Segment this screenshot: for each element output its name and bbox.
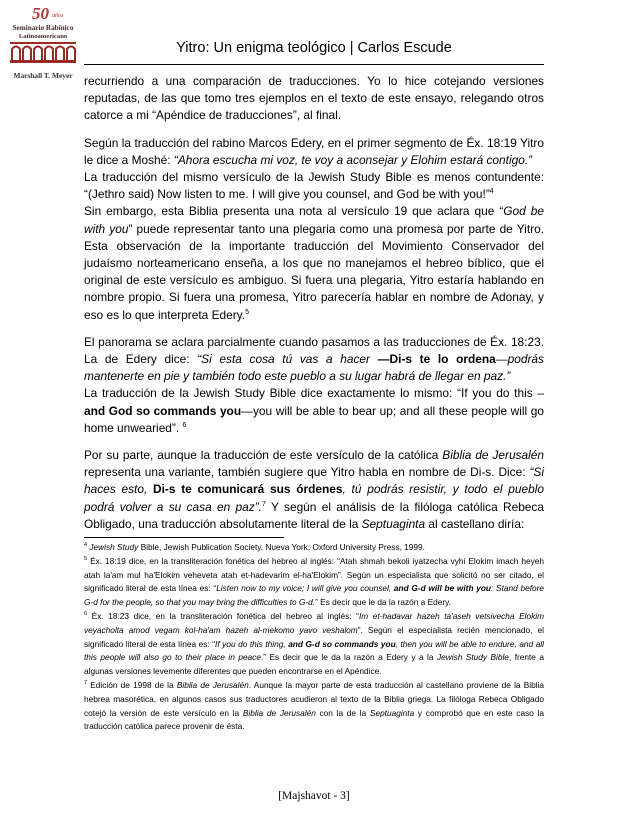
text-run: Sin embargo, esta Biblia presenta una nota al versículo 19 que aclara que “	[84, 204, 504, 219]
footnote-5	[84, 555, 544, 610]
text-run: Éx. 18:23 dice, en la transliteración fonética del hebreo al inglés: “	[87, 610, 359, 621]
text-run: al castellano diría:	[425, 516, 525, 531]
text-run: La traducción del mismo versículo de la Jewish Study Bible es menos contundente: “(Jethro said) Now listen to me. I will give you counsel, and God be with you!”	[84, 170, 544, 202]
footnote-number: 5	[84, 556, 88, 563]
footnote-7	[84, 679, 544, 734]
text-run: El panorama se aclara parcialmente cuando pasamos a las traducciones de Éx. 18:23. La de Edery dice:	[84, 334, 544, 367]
text-run: Por su parte, aunque la traducción de este versículo de la católica	[84, 448, 443, 463]
text-run: Y según el análisis de la filóloga católica Rebeca Obligado, una traducción absolutamente literal de la	[84, 499, 544, 531]
text-run: Jewish Study Bible	[436, 652, 509, 663]
quote-edery-18-23: “Si esta cosa tú vas a hacer	[197, 352, 378, 367]
paragraph-2	[84, 135, 544, 169]
text-run: representa una variante, también sugiere que Yitro habla en nombre de Di-s. Dice:	[84, 465, 530, 480]
logo-anniversary-number: 50	[32, 4, 49, 23]
bold-phrase: —Di-s te lo ordena	[377, 352, 496, 367]
paragraph-7	[84, 447, 544, 533]
page-number: [Majshavot - 3]	[278, 790, 350, 802]
paragraph-6	[84, 385, 544, 437]
text-run: Edición de 1998 de la	[87, 679, 177, 690]
text-run: and G-d will be with you	[393, 583, 491, 594]
footnote-number: 6	[84, 611, 88, 618]
text-run: Jewish Study	[89, 542, 139, 552]
logo-line-1: Seminario Rabínico	[12, 24, 74, 32]
logo-line-2: Latinoamericano	[18, 33, 68, 40]
footnote-6	[84, 610, 544, 679]
footnote-number: 4	[84, 542, 88, 549]
text-run: Im et-hadavar hazeh ta'aseh vetsivecha Elokim veyacholta amod vegam kol-ha'am hazeh al-mekomo yavo veshalom	[84, 610, 544, 635]
footnote-separator	[84, 537, 284, 538]
text-run: .” Es decir que le da la razón a Edery y a la	[260, 652, 437, 663]
footnote-4	[84, 541, 544, 555]
footnote-number: 7	[84, 680, 88, 687]
seminary-logo	[6, 4, 80, 84]
footnote-ref-5[interactable]: 5	[245, 308, 249, 316]
logo-anniversary-label: años	[52, 13, 64, 19]
text-run: . Aunque la mayor parte de esta traducción al castellano proviene de la Biblia hebrea masorética, en algunos casos sus traductores acudieron al texto de la Biblia griega. La filóloga Rebeca Obligado cotejó la versión de este versículo en la	[84, 679, 545, 718]
text-run: If you do this thing,	[215, 638, 289, 649]
footnote-ref-6[interactable]: 6	[182, 421, 187, 429]
text-run: Biblia de Jerusalén	[176, 679, 249, 690]
paragraph-4	[84, 203, 544, 323]
header-rule	[84, 64, 544, 65]
text-run: , then you will be able to endure, and all this people will also go to their place in peace	[84, 638, 545, 663]
paragraph-1: recurriendo a una comparación de traducciones. Yo lo hice cotejando versiones reputadas, de las que tomo tres ejemplos en el texto de este ensayo, relegando otros catorce a mi “Apéndice de traducciones”, al final.	[84, 74, 544, 123]
book-title: Biblia de Jerusalén	[442, 448, 544, 463]
book-title: Septuaginta	[361, 516, 426, 531]
text-run: ” Es decir que le da la razón a Edery.	[315, 597, 451, 608]
text-run: , frente a algunas versiones levemente diferentes que pueden encontrarse en el Apéndice.	[84, 652, 545, 677]
text-run: con la de la	[315, 707, 370, 718]
paragraph-5	[84, 334, 544, 386]
paragraph-3	[84, 169, 544, 203]
logo-name: Marshall T. Meyer	[13, 71, 73, 80]
quote-god-be-with-you: God be with you	[84, 204, 544, 236]
quote-jerusalen: “Si haces esto,	[84, 465, 544, 497]
text-run: Éx. 18:19 dice, en la transliteración fonética del hebreo al inglés: “Atah shmah bekoli iyatzecha vyhi Elokim imach heyeh atah la'am mul ha'Elokim veheveta atah et-hadevarim el-ha'Elokim”. Según un especialista que solicitó no ser citado, el significado literal de esta línea es: “	[84, 555, 544, 594]
footnotes	[84, 541, 544, 734]
text-run: Septuaginta	[369, 707, 415, 718]
text-run: Bible, Jewish Publication Society, Nueva York: Oxford University Press, 1999.	[138, 542, 425, 552]
text-run: and G-d so commands you	[288, 638, 396, 649]
bold-phrase: Di-s te comunicará sus órdenes	[153, 482, 343, 497]
quote-edery-18-23-cont: —podrás mantenerte en pie y también todo este pueblo a su lugar habrá de llegar en paz.”	[84, 352, 544, 384]
footnote-ref-4[interactable]: 4	[489, 188, 494, 196]
quote-jerusalen-cont: , tú podrás resistir, y todo el pueblo podrá volver a su casa en paz”.	[84, 482, 544, 514]
text-run: ”. Según el especialista recién mencionado, el significado literal de esta línea es: “	[84, 624, 545, 649]
text-run: Listen now to my voice; I will give you counsel,	[216, 583, 394, 594]
running-header: Yitro: Un enigma teológico | Carlos Escude	[176, 40, 452, 56]
text-run: La traducción de la Jewish Study Bible dice exactamente lo mismo: “If you do this –	[84, 386, 544, 401]
text-run: y comprobó que en este caso la traducción católica parece provenir de ésta.	[84, 707, 545, 732]
text-run: —you will be able to bear up; and all these people will go home unwearied”.	[84, 403, 545, 435]
logo-arches-emblem	[10, 42, 76, 64]
bold-phrase: and God so commands you	[84, 403, 242, 418]
main-text	[84, 73, 544, 533]
text-run: Biblia de Jerusalén	[242, 707, 316, 718]
footnote-ref-7[interactable]: 7	[261, 500, 266, 508]
quote-edery-18-19: “Ahora escucha mi voz, te voy a aconsejar y Elohim estará contigo.”	[173, 152, 533, 167]
text-run: Según la traducción del rabino Marcos Edery, en el primer segmento de Éx. 18:19 Yitro le dice a Moshé:	[84, 135, 544, 167]
text-run: ” puede representar tanto una plegaria como una promesa por parte de Yitro. Esta observación de la importante traducción del Movimiento Conservador del judaísmo norteamericano enseña, a los que no manejamos el hebreo bíblico, que el original de este versículo es ambiguo. Si fuera una plegaria, Yitro estaría hablando en nombre propio. Si fuera una promesa, Yitro parecería hablar en nombre de Adonay, y eso es lo que interpreta Edery.	[84, 221, 544, 322]
text-run: : Stand before G-d for the people, so that you may bring the difficulties to G-d.	[84, 583, 544, 608]
